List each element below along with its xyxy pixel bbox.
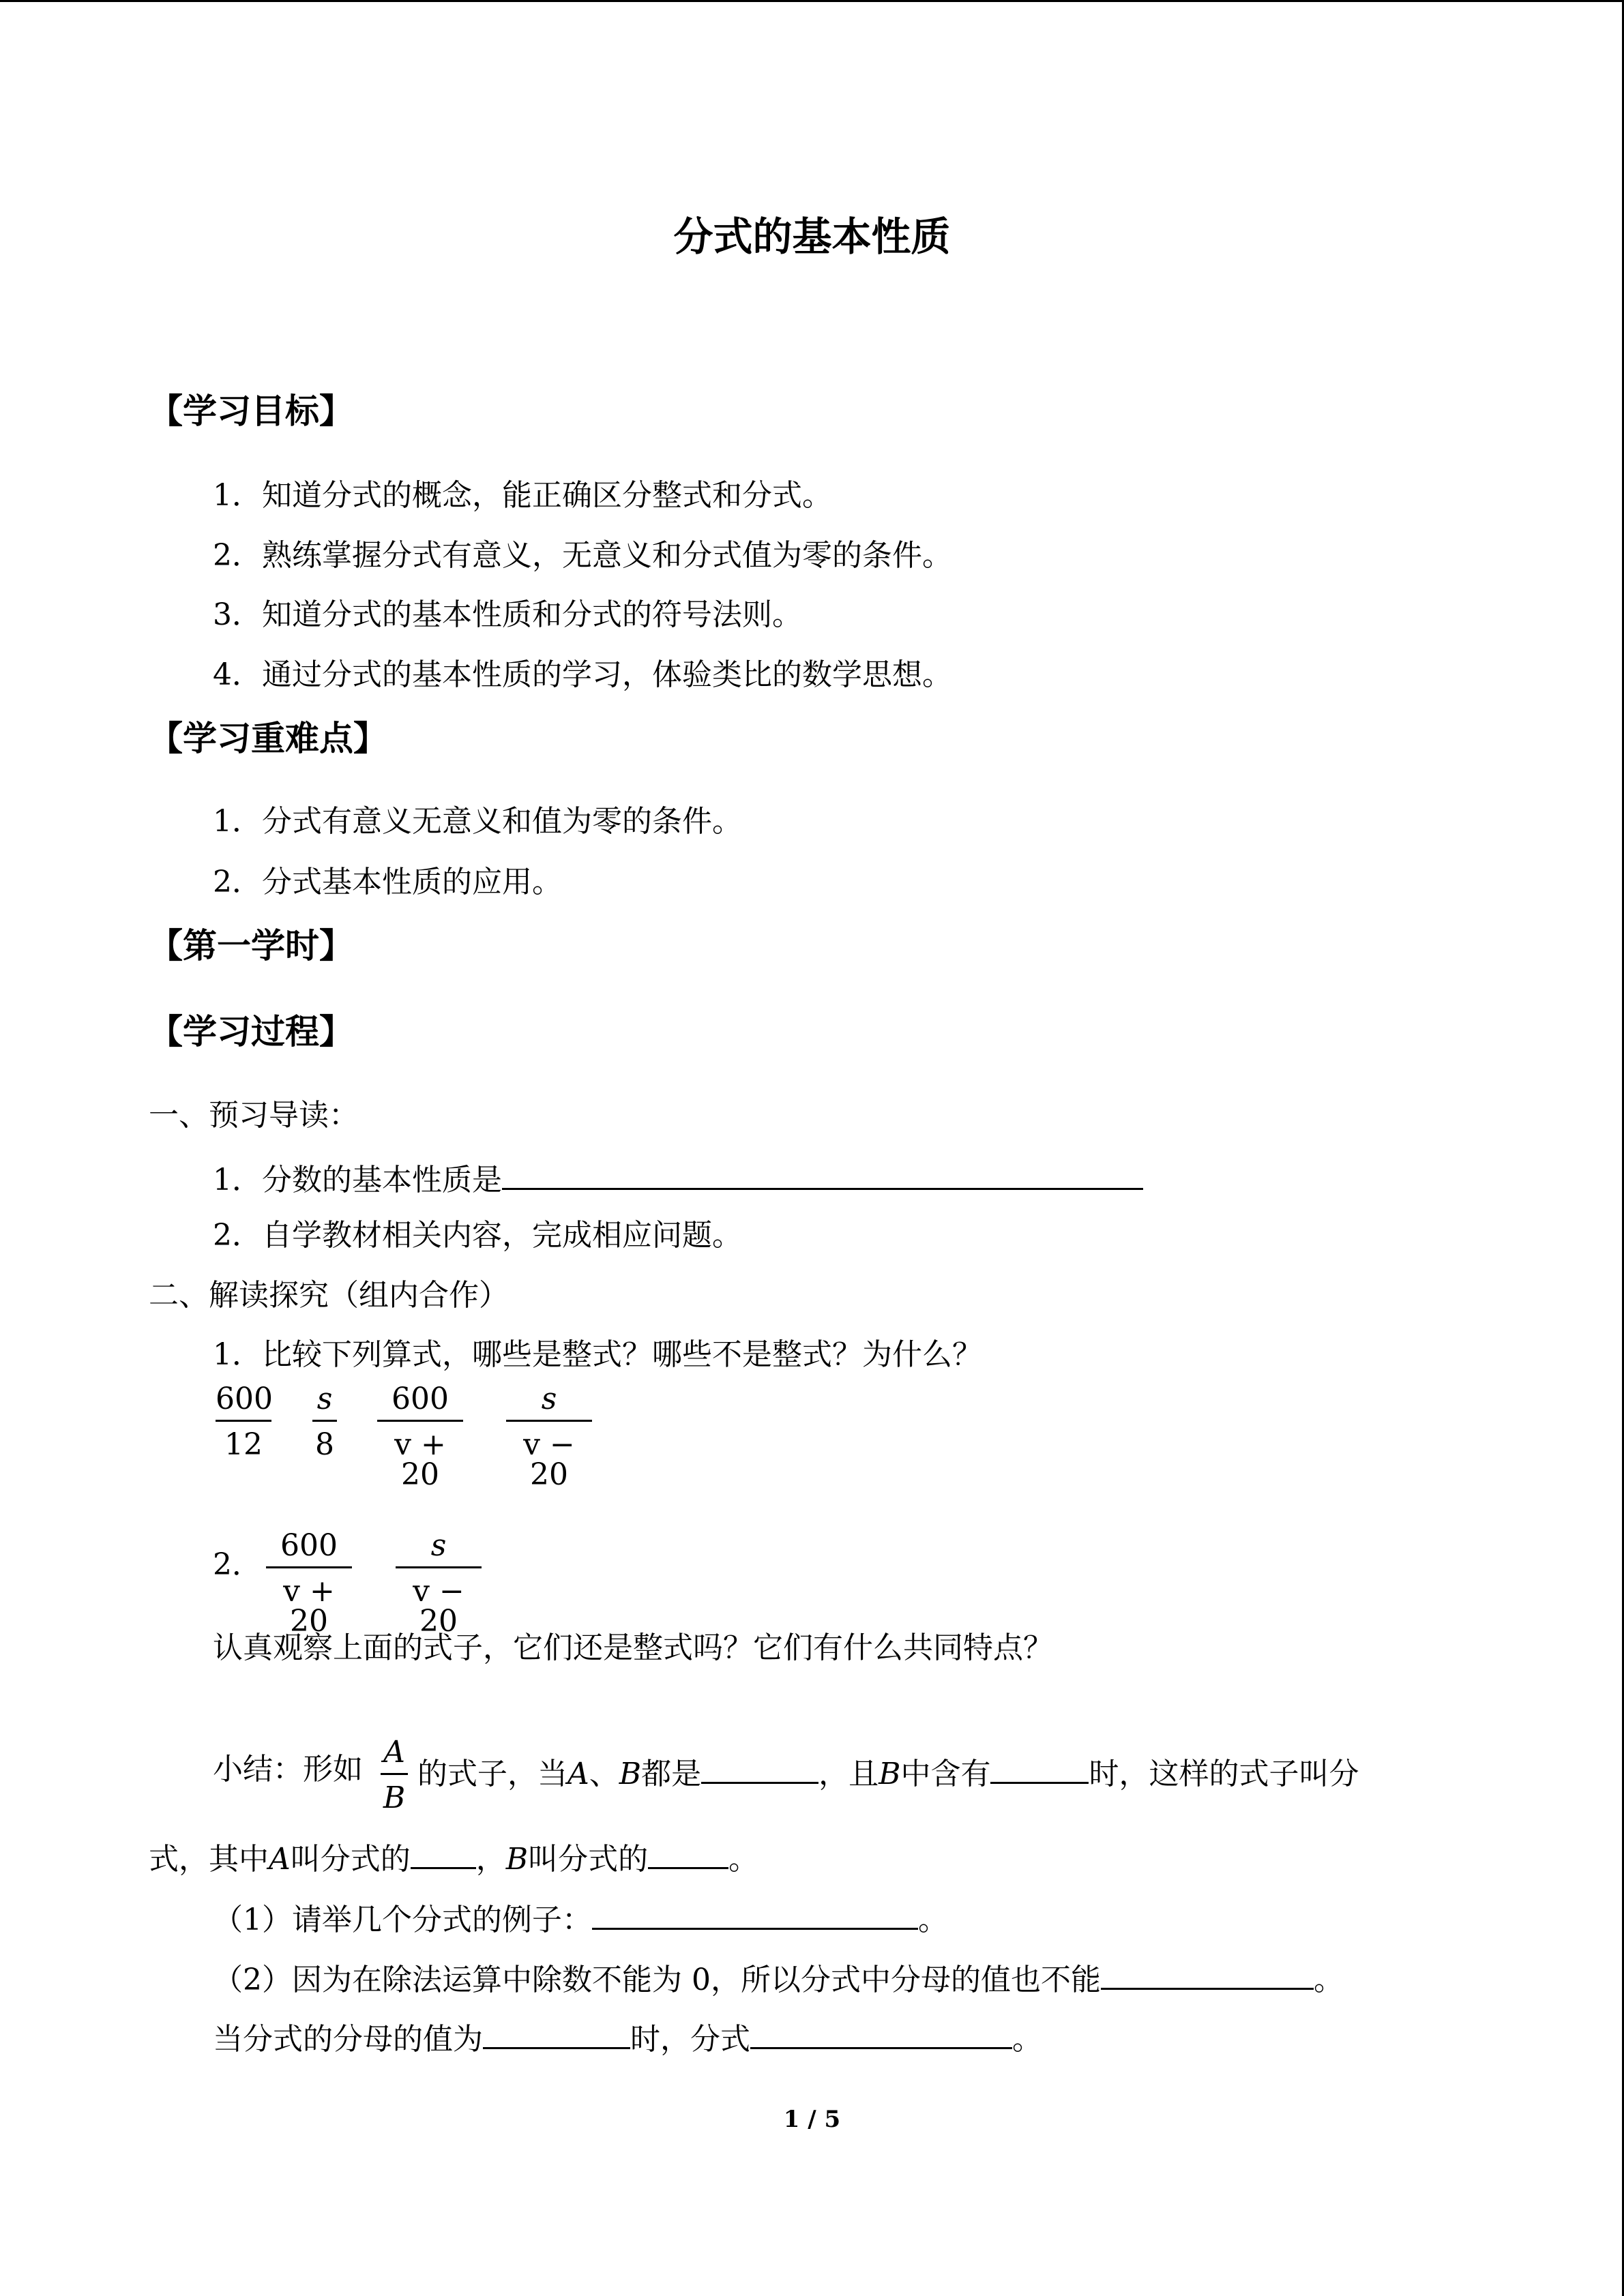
keypoint-item: 1．分式有意义无意义和值为零的条件。 (213, 804, 742, 839)
observe-question: 认真观察上面的式子，它们还是整式吗？它们有什么共同特点？ (213, 1630, 1053, 1665)
answer-blank[interactable] (701, 1755, 818, 1784)
answer-blank[interactable] (483, 2020, 630, 2049)
sub-question-3: 当分式的分母的值为 时，分式 。 (213, 2020, 1042, 2055)
question-2-number: 2． (213, 1547, 262, 1582)
part1-item2: 2．自学教材相关内容，完成相应问题。 (213, 1218, 742, 1253)
period-heading: 【第一学时】 (149, 926, 353, 966)
page-number: 1 / 5 (783, 2106, 841, 2133)
summary-line-2: 式，其中A叫分式的 ，B叫分式的 。 (149, 1840, 758, 1875)
answer-blank[interactable] (1101, 1960, 1314, 1990)
keypoints-heading: 【学习重难点】 (149, 719, 387, 758)
fraction: s v − 20 (396, 1531, 482, 1637)
fraction: 600 12 (216, 1382, 273, 1462)
part2-label: 二、解读探究（组内合作） (149, 1278, 509, 1313)
answer-blank[interactable] (990, 1755, 1089, 1784)
part1-item1: 1．分数的基本性质是 (213, 1161, 1143, 1195)
fraction: 600 v + 20 (377, 1384, 463, 1490)
page-border-top (0, 0, 1624, 2)
keypoint-item: 2．分式基本性质的应用。 (213, 865, 562, 899)
fraction: s v − 20 (506, 1384, 592, 1490)
goal-item: 2．熟练掌握分式有意义，无意义和分式值为零的条件。 (213, 538, 952, 573)
summary-prefix: 小结：形如 (213, 1752, 363, 1787)
goals-heading: 【学习目标】 (149, 391, 353, 431)
answer-blank[interactable] (411, 1840, 476, 1869)
goal-item: 1．知道分式的概念，能正确区分整式和分式。 (213, 478, 832, 513)
question-1: 1．比较下列算式，哪些是整式？哪些不是整式？为什么？ (213, 1337, 982, 1372)
sub-question-1: （1）请举几个分式的例子： 。 (213, 1900, 948, 1935)
goal-item: 4．通过分式的基本性质的学习，体验类比的数学思想。 (213, 657, 952, 692)
page-title: 分式的基本性质 (673, 213, 951, 260)
fraction: s 8 (312, 1384, 337, 1460)
answer-blank[interactable] (648, 1840, 728, 1869)
fraction-A-over-B: A B (381, 1738, 408, 1813)
sub-question-2: （2）因为在除法运算中除数不能为 0，所以分式中分母的值也不能 。 (213, 1960, 1344, 1995)
answer-blank[interactable] (592, 1900, 918, 1930)
answer-blank[interactable] (750, 2020, 1012, 2049)
part1-label: 一、预习导读： (149, 1098, 359, 1133)
summary-line-1: 的式子，当A、B都是 ，且B中含有 时，这样的式子叫分 (417, 1755, 1359, 1789)
fraction: 600 v + 20 (266, 1531, 352, 1637)
process-heading: 【学习过程】 (149, 1012, 353, 1052)
goal-item: 3．知道分式的基本性质和分式的符号法则。 (213, 597, 802, 632)
answer-blank[interactable] (502, 1161, 1143, 1190)
